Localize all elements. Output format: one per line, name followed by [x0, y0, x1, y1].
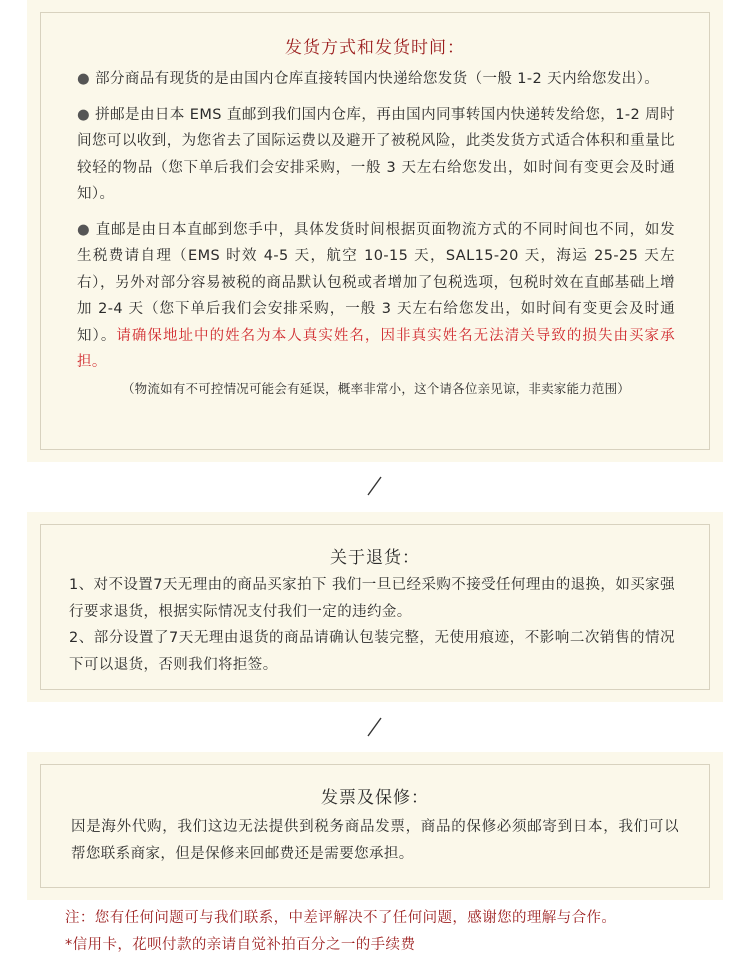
invoice-panel-frame	[40, 764, 710, 888]
returns-title: 关于退货：	[330, 548, 420, 568]
shipping-panel	[27, 0, 723, 462]
real-name-warning: 请确保地址中的姓名为本人真实姓名，因非真实姓名无法清关导致的损失由买家承担。	[77, 327, 675, 370]
returns-rule-2: 2、部分设置了7天无理由退货的商品请确认包装完整，无使用痕迹，不影响二次销售的情况下可以退货，否则我们将拒签。	[69, 630, 675, 673]
footer-fee-note: *信用卡，花呗付款的亲请自觉补拍百分之一的手续费	[65, 937, 416, 953]
slash-divider-icon	[363, 715, 387, 739]
shipping-paragraph-direct	[77, 217, 675, 376]
shipping-direct-text: 直邮是由日本直邮到您手中，具体发货时间根据页面物流方式的不同时间也不同，如发生税费请自理（EMS 时效 4-5 天，航空 10-15 天，SAL15-20 天，海运 25-25 天左右），另外对部分容易被税的商品默认包税或者增加了包税选项，包税时效在直邮基础上增加 2-4 天（您下单后我们会安排采购，一般 3 天左右给您发出，如时间有变更会及时通知）。	[77, 221, 675, 344]
bullet-icon: ●	[77, 106, 91, 123]
returns-panel-frame	[40, 524, 710, 690]
footer-contact-note: 注：您有任何问题可与我们联系，中差评解决不了任何问题，感谢您的理解与合作。	[65, 910, 617, 926]
invoice-panel	[27, 752, 723, 900]
slash-divider-icon	[363, 474, 387, 498]
logistics-delay-note: （物流如有不可控情况可能会有延误，概率非常小，这个请各位亲见谅，非卖家能力范围）	[121, 380, 630, 396]
section-divider	[0, 715, 750, 739]
shipping-paragraph-stock	[77, 66, 675, 93]
invoice-text: 因是海外代购，我们这边无法提供到税务商品发票，商品的保修必须邮寄到日本，我们可以帮您联系商家，但是保修来回邮费还是需要您承担。	[71, 819, 679, 862]
returns-panel	[27, 512, 723, 702]
shipping-title: 发货方式和发货时间：	[285, 38, 465, 58]
shipping-paragraph-consolidated	[77, 102, 675, 208]
returns-rule-1: 1、对不设置7天无理由的商品买家拍下 我们一旦已经采购不接受任何理由的退换，如买家强行要求退货，根据实际情况支付我们一定的违约金。	[69, 577, 675, 620]
bullet-icon: ●	[77, 71, 91, 87]
shipping-panel-frame	[40, 12, 710, 450]
invoice-title: 发票及保修：	[321, 788, 429, 808]
footer-notes	[65, 905, 725, 959]
bullet-icon: ●	[77, 221, 91, 238]
section-divider	[0, 474, 750, 498]
shipping-stock-text: 部分商品有现货的是由国内仓库直接转国内快递给您发货（一般 1-2 天内给您发出）。	[95, 71, 660, 87]
shipping-consolidated-text: 拼邮是由日本 EMS 直邮到我们国内仓库，再由国内同事转国内快递转发给您，1-2 周时间您可以收到，为您省去了国际运费以及避开了被税风险，此类发货方式适合体积和重量比较轻的物品（您下单后我们会安排采购，一般 3 天左右给您发出，如时间有变更会及时通知）。	[77, 106, 675, 202]
